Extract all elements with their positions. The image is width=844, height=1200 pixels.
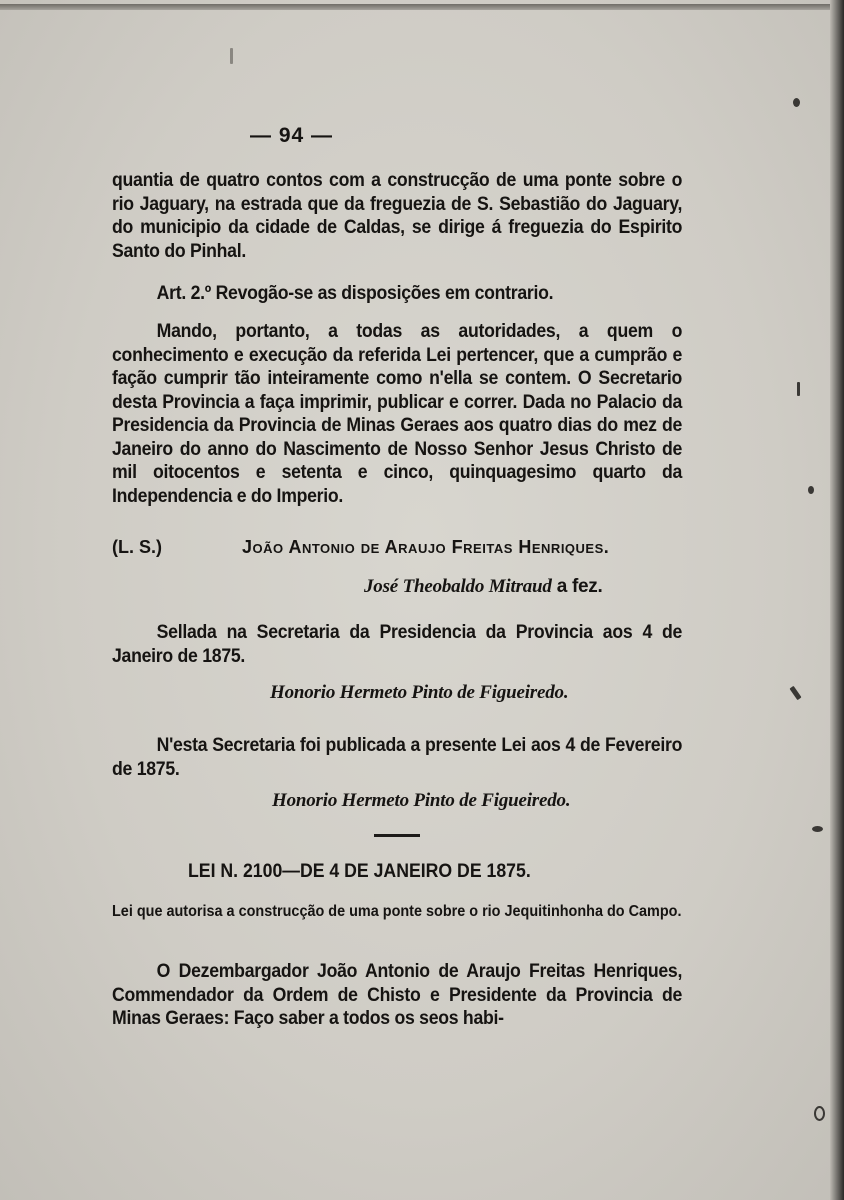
scribe-suffix: a fez.: [551, 576, 603, 597]
paragraph-mando: Mando, portanto, a todas as autoridades, a quem o conhecimento e execução da referida Lei pertencer, que a cumprão e fação cumprir tão inteiramente como n'ella se contem. O Secretario desta Provincia a faça imprimir, publicar e correr. Dada no Palacio da Presidencia da Provincia de Minas Geraes aos quatro dias do mez de Janeiro do anno do Nascimento de Nosso Senhor Jesus Christo de mil oitocentos e setenta e cinco, quinquagesimo quarto da Independencia e do Imperio.: [112, 321, 683, 507]
page-edge-shadow: [830, 0, 844, 1200]
scan-speck: [797, 382, 800, 396]
top-border: [0, 4, 844, 10]
seal-mark: (L. S.): [112, 537, 162, 557]
page-number: — 94 —: [250, 124, 334, 147]
published-signature: Honorio Hermeto Pinto de Figueiredo.: [272, 790, 571, 811]
law-opening: O Dezembargador João Antonio de Araujo Freitas Henriques, Commendador da Ordem de Chisto e Presidente da Provincia de Minas Geraes: Faço saber a todos os seos habi-: [112, 961, 683, 1029]
scribe-line: [364, 575, 602, 599]
scan-speck: [808, 486, 814, 494]
scan-speck: [789, 686, 801, 700]
sealed-statement: Sellada na Secretaria da Presidencia da Provincia aos 4 de Janeiro de 1875.: [112, 622, 683, 667]
scan-speck: [230, 48, 233, 64]
scribe-name: José Theobaldo Mitraud: [364, 576, 552, 597]
scan-speck: [814, 1106, 825, 1121]
president-signature: João Antonio de Araujo Freitas Henriques.: [242, 537, 610, 557]
law-heading: LEI N. 2100—DE 4 DE JANEIRO DE 1875.: [188, 861, 531, 882]
sealed-signature: Honorio Hermeto Pinto de Figueiredo.: [270, 682, 569, 703]
published-statement: N'esta Secretaria foi publicada a presente Lei aos 4 de Fevereiro de 1875.: [112, 735, 683, 780]
article-2: Art. 2.º Revogão-se as disposições em contrario.: [156, 283, 554, 304]
scan-speck: [812, 826, 823, 832]
scan-speck: [793, 98, 800, 107]
section-divider: [374, 834, 420, 837]
law-summary: Lei que autorisa a construcção de uma ponte sobre o rio Jequitinhonha do Campo.: [112, 903, 682, 920]
paragraph-bridge-funding: quantia de quatro contos com a construcção de uma ponte sobre o rio Jaguary, na estrada que da freguezia de S. Sebastião do Jaguary, do municipio da cidade de Caldas, se dirige á freguezia do Espirito Santo do Pinhal.: [112, 170, 683, 262]
